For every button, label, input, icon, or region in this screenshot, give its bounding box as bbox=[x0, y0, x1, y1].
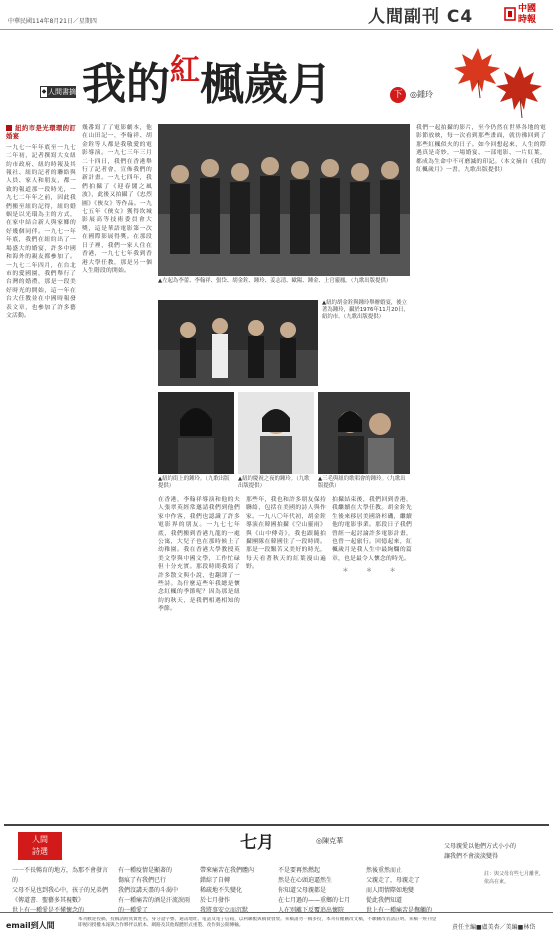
page-number: C4 bbox=[446, 7, 474, 27]
newspaper-logo bbox=[502, 2, 546, 28]
text-column-1 bbox=[6, 124, 76, 814]
title-char: 我 bbox=[82, 59, 126, 110]
poem-line: 傷痕了有我們已行 bbox=[118, 877, 167, 884]
issue-date: 中華民國114年8月21日／星期四 bbox=[8, 18, 97, 25]
logo-mark-icon bbox=[504, 7, 516, 21]
photo-portrait-3 bbox=[318, 392, 410, 474]
column-tag-sub: ◆ bbox=[40, 86, 48, 98]
text-column-3 bbox=[158, 496, 240, 814]
poem-line: 而人間情際如地變 bbox=[366, 887, 415, 894]
section-divider-stars: ＊ ＊ ＊ bbox=[342, 568, 402, 575]
poem-line: 父母不見也到我心中，孩子的兄弟們 bbox=[12, 887, 109, 894]
poem-line: 世上有一種愛是不懂懷念的 bbox=[12, 907, 85, 914]
column-text: 一九七一年年底至一九七二年初，記者撰寫大女紐約市政府、紐約時報及其報社、紐約記者的聯絡與人員、家人和朋友，都一致的報道那一段時光，一九七二年年之前，因此我們搬至紐約記得，紐約婚姻是以光環為主的方式，在家中結合新人與家鄉的好幾個同伴。一九七一年年底，我們在紐約出了一場盛大的婚宴，許多中國和海外的親友都參加了。一九七二年四月，在台北市的愛國園，我們舉行了台灣的婚禮，那是一段美好時光的開始，這一年在台大任教並在中國時報發表文章，也參加了許多藝文活動。 bbox=[6, 144, 76, 319]
poem-line: 你知道父母親都是 bbox=[278, 887, 327, 894]
poem-line: 《傳道書．聖藝多其視數》 bbox=[12, 897, 85, 904]
column-text: 那些年，我也和許多朋友保持聯絡，包括在美國的詩人與作家。一九八〇年代初，胡金銓導演在韓國拍攝《空山靈雨》與《山中傳奇》，我也跟隨拍攝團隊在韓國住了一段時間。那是一段艱苦又美好的時光，每天看著秋天的紅葉漫山遍野。 bbox=[246, 497, 326, 571]
section-name: 人間副刊 bbox=[368, 7, 440, 27]
poem-stanza-4 bbox=[278, 866, 362, 916]
text-column-6 bbox=[416, 124, 546, 814]
title-char: 歲 bbox=[244, 59, 288, 110]
column-text: 拍攝結束後，我們回到香港，我繼續在大學任教。胡金銓先生後來移居美國洛杉磯，繼續他的電影事業。那段日子我們曾經一起討論許多電影計畫，也曾一起旅行。回憶起來，紅楓歲月是我人生中最絢爛的篇章，也是最令人懷念的時光。 bbox=[332, 497, 412, 562]
title-char: 月 bbox=[288, 59, 332, 110]
title-char: 楓 bbox=[200, 59, 244, 110]
editor-credits: 責任主編■盧美杏／美編■林岱 bbox=[452, 924, 536, 931]
text-column-5 bbox=[332, 496, 412, 814]
photo-wedding bbox=[158, 300, 318, 386]
poem-stanza-2 bbox=[118, 866, 196, 916]
photo-wedding-image bbox=[158, 300, 318, 386]
page-footer bbox=[0, 912, 553, 938]
column-text: 我們一起拍攝的影片，至今仍然在世界各地的電影節放映，每一次看到那些畫面，就彷彿回到了那些紅楓似火的日子。如今回想起來，人生的際遇真是奇妙，一場婚宴、一部電影、一片紅葉，都成為生命中不可磨滅的印記。（本文摘自《我的紅楓歲月》一書，九歌出版提供） bbox=[416, 125, 546, 174]
title-char: 的 bbox=[126, 59, 170, 110]
photo-portrait-1 bbox=[158, 392, 234, 474]
maple-leaf-icon bbox=[496, 66, 542, 110]
poem-line: 一一不長暢育的地方，為那不會發言的 bbox=[12, 867, 109, 884]
poem-line: 於七月發作 bbox=[200, 897, 231, 904]
article-title-area bbox=[0, 34, 553, 122]
article-subhead: 紐約市是光環環的訂婚宴 bbox=[6, 124, 76, 141]
poem-line: 的一種愛了 bbox=[118, 907, 149, 914]
photo-group-banquet bbox=[158, 124, 410, 276]
poem-column-label: 人間 詩選 bbox=[18, 832, 62, 860]
poem-stanza-1 bbox=[12, 866, 112, 916]
text-column-4 bbox=[246, 496, 326, 814]
column-tag: 人間書摘 bbox=[48, 88, 76, 96]
photo-portrait-3-image bbox=[318, 392, 410, 474]
photo-portrait-1-image bbox=[158, 392, 234, 474]
poem-stanza-5 bbox=[366, 866, 444, 916]
maple-leaf-icon bbox=[454, 48, 500, 92]
poem-stanza-3 bbox=[200, 866, 272, 916]
article-title bbox=[82, 53, 332, 110]
poem-line: 錯綜了自轉 bbox=[200, 877, 231, 884]
photo-caption-1: ▲左起為李蕾、李翰祥、張岱、胡金銓、鍾玲、姜志清、歐陽、鍾金、上官靈鳳。（九歌出版提供） bbox=[158, 278, 392, 284]
poem-author: ◎陳克華 bbox=[316, 837, 344, 845]
photo-caption-5: ▲三毛與紐約歌唱會的鍾玲。（九歌出版提供） bbox=[318, 476, 406, 489]
column-text: 幾番寫了了電影劇本，他在山田記一，李翰祥、胡金銓等人都是我敬愛的電影導演。一九七三年三月二十四日，我們在香港舉行了記者會，宣佈我們的新計畫。一九七四年，我們拍攝了《迎春閣之風波》，此後又拍攝了《忠烈圖》《俠女》等作品。一九七五年《俠女》獲得坎城影展高等技術委員會大獎，這是華語電影第一次在國際影展得獎。在那段日子裡，我們一家人住在香港，一九七七年我到香港大學任教，那是另一個人生階段的開始。 bbox=[82, 125, 152, 274]
poem-line: 讓我們不會淡淡變得 bbox=[444, 853, 499, 860]
email-label: email到人間 bbox=[6, 921, 55, 930]
poem-line: 然是在心頭迫逼然生 bbox=[278, 877, 333, 884]
poem-line: 有一種疫情是顯著的 bbox=[118, 867, 173, 874]
poem-note: 註：與父母有些七月離世，依高在東。 bbox=[484, 871, 545, 885]
poem-line: 從此我們知道 bbox=[366, 897, 403, 904]
author-byline: ◎鍾玲 bbox=[410, 90, 433, 99]
text-column-2 bbox=[82, 124, 152, 814]
maple-leaves-illustration bbox=[448, 34, 553, 124]
part-badge: 下 bbox=[390, 87, 406, 103]
photo-portrait-2 bbox=[238, 392, 314, 474]
photo-portrait-2-image bbox=[238, 392, 314, 474]
photo-caption-2: ▲紐約胡金銓與鍾玲舉辦婚宴，後立著為鍾玲，攝於1976年11月20日，紐約市。（九歌出版提供） bbox=[322, 300, 409, 320]
poem-line: 父母親愛以他們方式小小的 bbox=[444, 843, 517, 850]
poem-line: 世上有一種痛苦是撫觸的 bbox=[366, 907, 433, 914]
poem-line: 我們沒講天盡的斗渴中 bbox=[118, 887, 179, 894]
logo-line2: 時報 bbox=[518, 15, 537, 25]
poem-line: 然後重然而止 bbox=[366, 867, 403, 874]
poem-line: 有一種痛苦的酒是汗流淚雨 bbox=[118, 897, 191, 904]
poem-stanza-6 bbox=[444, 842, 544, 862]
poem-line: 人在別離下反覆追出懷院 bbox=[278, 907, 345, 914]
poem-line: 稀疏地不失變化 bbox=[200, 887, 243, 894]
poem-title: 七月 bbox=[240, 833, 274, 853]
photo-caption-3: ▲紐約街上的鍾玲。（九歌出版提供） bbox=[158, 476, 230, 489]
page-header bbox=[0, 0, 553, 30]
photo-caption-4: ▲紐約慶祝之夜的鍾玲。（九歌出版提供） bbox=[238, 476, 310, 489]
column-text: 在香港，李翰祥導演和他的夫人張翠英經常邀請我們到他們家中作客，我們也認識了許多電影界的朋友。一九七七年底，我們搬到香港九龍的一處公寓，大兒子也在那時候上了幼稚園。我在香港大學教授英美文學與中國文學，工作忙碌但十分充實。那段時間我寫了許多散文與小說，也翻譯了一些詩。為什麼這些年我總是懷念紅楓的季節呢？因為那是紐約的秋天，是我們相遇相知的季節。 bbox=[158, 497, 240, 613]
poem-line: 帶來痛苦在我們體內 bbox=[200, 867, 255, 874]
poem-line: 在七月過的——重鄉的七月 bbox=[278, 897, 351, 904]
photo-banquet-image bbox=[158, 124, 410, 276]
logo-line1: 中國 bbox=[518, 4, 537, 14]
poem-line: 父親走了，母親走了 bbox=[366, 877, 421, 884]
poem-section bbox=[4, 824, 549, 914]
section-title bbox=[368, 2, 473, 27]
poem-line: 不是要再然燃起 bbox=[278, 867, 321, 874]
title-char-red: 紅 bbox=[170, 53, 200, 88]
poem-line: 我將事安立而沉默 bbox=[200, 907, 249, 914]
submission-guidelines: 本刊歡迎投稿，投稿請附真實姓名、身分證字號、通訊地址、電話及電子信箱，以利聯繫與稿費發放。來稿請勿一稿多投，本刊有權刪改文稿，不願刪改者請註明。來稿一經刊登即視同授權本報與合作夥伴以紙本、網路及其他媒體形式重製、改作與公開傳輸。 bbox=[78, 917, 437, 928]
article-body bbox=[4, 124, 549, 824]
